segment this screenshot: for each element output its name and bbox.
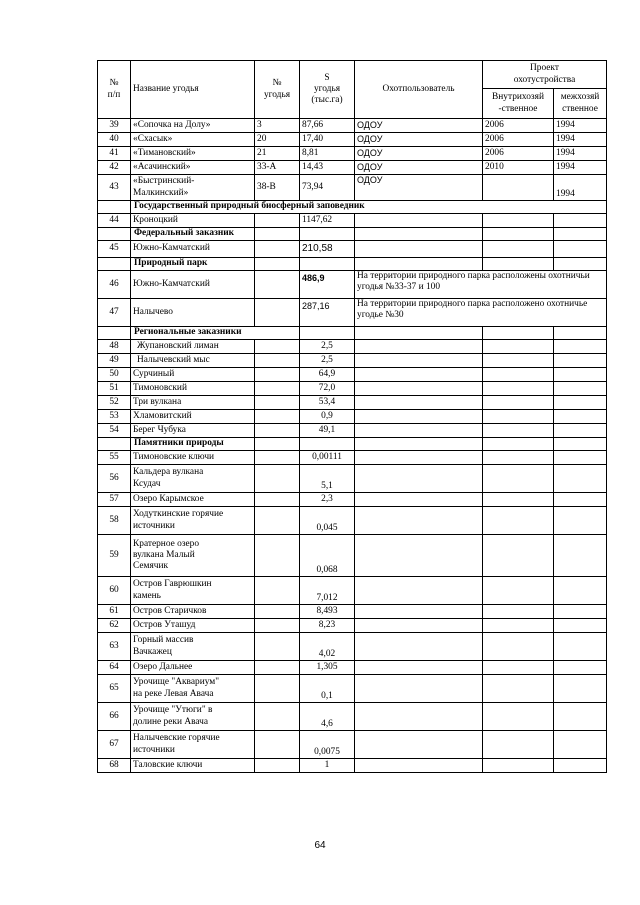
area-value: 72,0 [300,382,355,396]
table-row [98,396,607,410]
ground-number: 33-А [255,161,300,175]
section-row [98,258,607,271]
ground-name: Тимоновские ключи [131,451,255,465]
row-number: 54 [98,424,131,438]
table-row [98,241,607,258]
inter-year: 1994 [554,119,607,133]
table-row [98,299,607,327]
table-row [98,119,607,133]
col-header-project: Проект охотустройства [483,61,607,89]
hunting-grounds-table [97,60,607,773]
area-value: 64,9 [300,368,355,382]
table-row [98,633,607,661]
table-row [98,410,607,424]
ground-name: «Схасык» [131,133,255,147]
area-value: 17,40 [300,133,355,147]
table-row [98,493,607,507]
ground-name: Сурчиный [131,368,255,382]
inter-year: 1994 [554,161,607,175]
page-number: 64 [314,840,326,851]
row-number: 42 [98,161,131,175]
row-number: 63 [98,633,131,661]
area-value: 8,23 [300,619,355,633]
area-value: 5,1 [300,465,355,493]
area-value: 2,3 [300,493,355,507]
area-value: 1 [300,759,355,773]
ground-name: Остров Уташуд [131,619,255,633]
area-value: 2,5 [300,354,355,368]
ground-name: Берег Чубука [131,424,255,438]
user-value: ОДОУ [355,133,483,147]
area-value: 8,493 [300,605,355,619]
ground-name: «Асачинский» [131,161,255,175]
row-number: 53 [98,410,131,424]
area-value: 4,6 [300,703,355,731]
col-header-inter: межхозяй ственное [554,89,607,119]
ground-name: Три вулкана [131,396,255,410]
area-value: 73,94 [300,175,355,201]
col-header-number: № п/п [98,61,131,119]
ground-name: Урочище "Аквариум" на реке Левая Авача [131,675,255,703]
row-number: 40 [98,133,131,147]
row-number: 57 [98,493,131,507]
row-number: 48 [98,340,131,354]
area-value: 49,1 [300,424,355,438]
col-header-name: Название угодья [131,61,255,119]
ground-number: 21 [255,147,300,161]
area-value: 7,012 [300,577,355,605]
area-value: 0,9 [300,410,355,424]
table-row [98,340,607,354]
area-value: 210,58 [300,241,355,258]
inter-year: 1994 [554,133,607,147]
table-row [98,535,607,577]
user-value: ОДОУ [355,161,483,175]
ground-number: 38-В [255,175,300,201]
ground-name: «Быстринский- Малкинский» [131,175,255,201]
area-value: 53,4 [300,396,355,410]
ground-name: «Тимановский» [131,147,255,161]
table-row [98,271,607,299]
area-value: 1,305 [300,661,355,675]
area-value: 87,66 [300,119,355,133]
section-row [98,438,607,451]
inter-year: 1994 [554,147,607,161]
ground-name: Кроноцкий [131,214,255,228]
ground-name: Урочище "Утюги" в долине реки Авача [131,703,255,731]
row-number: 56 [98,465,131,493]
area-value: 14,43 [300,161,355,175]
table-row [98,214,607,228]
table-row [98,605,607,619]
row-number: 47 [98,299,131,327]
inter-year: 1994 [554,175,607,201]
ground-name: Жупановский лиман [131,340,255,354]
row-number: 39 [98,119,131,133]
table-row [98,661,607,675]
area-value: 0,045 [300,507,355,535]
col-header-user: Охотпользователь [355,61,483,119]
row-number: 64 [98,661,131,675]
ground-name: Озеро Карымское [131,493,255,507]
section-row [98,228,607,241]
note-text: На территории природного парка расположено охотничье угодье №30 [355,299,607,327]
table-row [98,465,607,493]
row-number: 49 [98,354,131,368]
section-title: Федеральный заказник [131,228,255,241]
area-value: 2,5 [300,340,355,354]
table-row [98,759,607,773]
area-value: 0,0075 [300,731,355,759]
ground-name: Кальдера вулкана Ксудач [131,465,255,493]
ground-number: 20 [255,133,300,147]
ground-name: Налычево [131,299,255,327]
ground-name: Горный массив Вачкажец [131,633,255,661]
intra-year [483,175,554,201]
row-number: 67 [98,731,131,759]
table-row [98,175,607,201]
row-number: 66 [98,703,131,731]
ground-name: Таловские ключи [131,759,255,773]
row-number: 59 [98,535,131,577]
row-number: 44 [98,214,131,228]
intra-year: 2006 [483,147,554,161]
row-number: 60 [98,577,131,605]
row-number: 52 [98,396,131,410]
area-value: 0,00111 [300,451,355,465]
ground-name: Налычевский мыс [131,354,255,368]
ground-name: Кратерное озеро вулкана Малый Семячик [131,535,255,577]
row-number: 51 [98,382,131,396]
intra-year: 2006 [483,133,554,147]
row-number: 55 [98,451,131,465]
ground-name: «Сопочка на Долу» [131,119,255,133]
row-number: 68 [98,759,131,773]
table-row [98,619,607,633]
user-value: ОДОУ [355,119,483,133]
row-number: 58 [98,507,131,535]
ground-name: Южно-Камчатский [131,271,255,299]
section-title: Государственный природный биосферный заповедник [131,201,607,214]
table-row [98,382,607,396]
table-row [98,507,607,535]
intra-year: 2006 [483,119,554,133]
col-header-intra: Внутрихозяй -ственное [483,89,554,119]
col-header-area: S угодья (тыс.га) [300,61,355,119]
table-row [98,354,607,368]
table-row [98,424,607,438]
user-value: ОДОУ [355,147,483,161]
col-header-ground-number: № угодья [255,61,300,119]
ground-name: Тимоновский [131,382,255,396]
area-value: 287,16 [300,299,355,327]
ground-name: Остров Гаврюшкин камень [131,577,255,605]
row-number: 65 [98,675,131,703]
area-value: 486,9 [300,271,355,299]
area-value: 1147,62 [300,214,355,228]
section-title: Региональные заказники [131,327,300,340]
ground-name: Хламовитский [131,410,255,424]
section-title: Памятники природы [131,438,255,451]
user-value: ОДОУ [355,175,483,201]
row-number: 46 [98,271,131,299]
table-row [98,577,607,605]
row-number: 41 [98,147,131,161]
row-number: 62 [98,619,131,633]
table-row [98,147,607,161]
area-value: 4,02 [300,633,355,661]
section-row [98,201,607,214]
row-number: 61 [98,605,131,619]
table-row [98,133,607,147]
table-row [98,161,607,175]
section-title: Природный парк [131,258,255,271]
area-value: 8,81 [300,147,355,161]
table-row [98,703,607,731]
ground-name: Остров Старичков [131,605,255,619]
note-text: На территории природного парка расположены охотничьи угодья №33-37 и 100 [355,271,607,299]
area-value: 0,068 [300,535,355,577]
ground-name: Озеро Дальнее [131,661,255,675]
ground-name: Налычевские горячие источники [131,731,255,759]
intra-year: 2010 [483,161,554,175]
ground-name: Ходуткинские горячие источники [131,507,255,535]
table-row [98,368,607,382]
table-row [98,731,607,759]
ground-name: Южно-Камчатский [131,241,255,258]
row-number: 43 [98,175,131,201]
table-row [98,451,607,465]
ground-number: 3 [255,119,300,133]
table-row [98,675,607,703]
section-row [98,327,607,340]
area-value: 0,1 [300,675,355,703]
row-number: 50 [98,368,131,382]
row-number: 45 [98,241,131,258]
